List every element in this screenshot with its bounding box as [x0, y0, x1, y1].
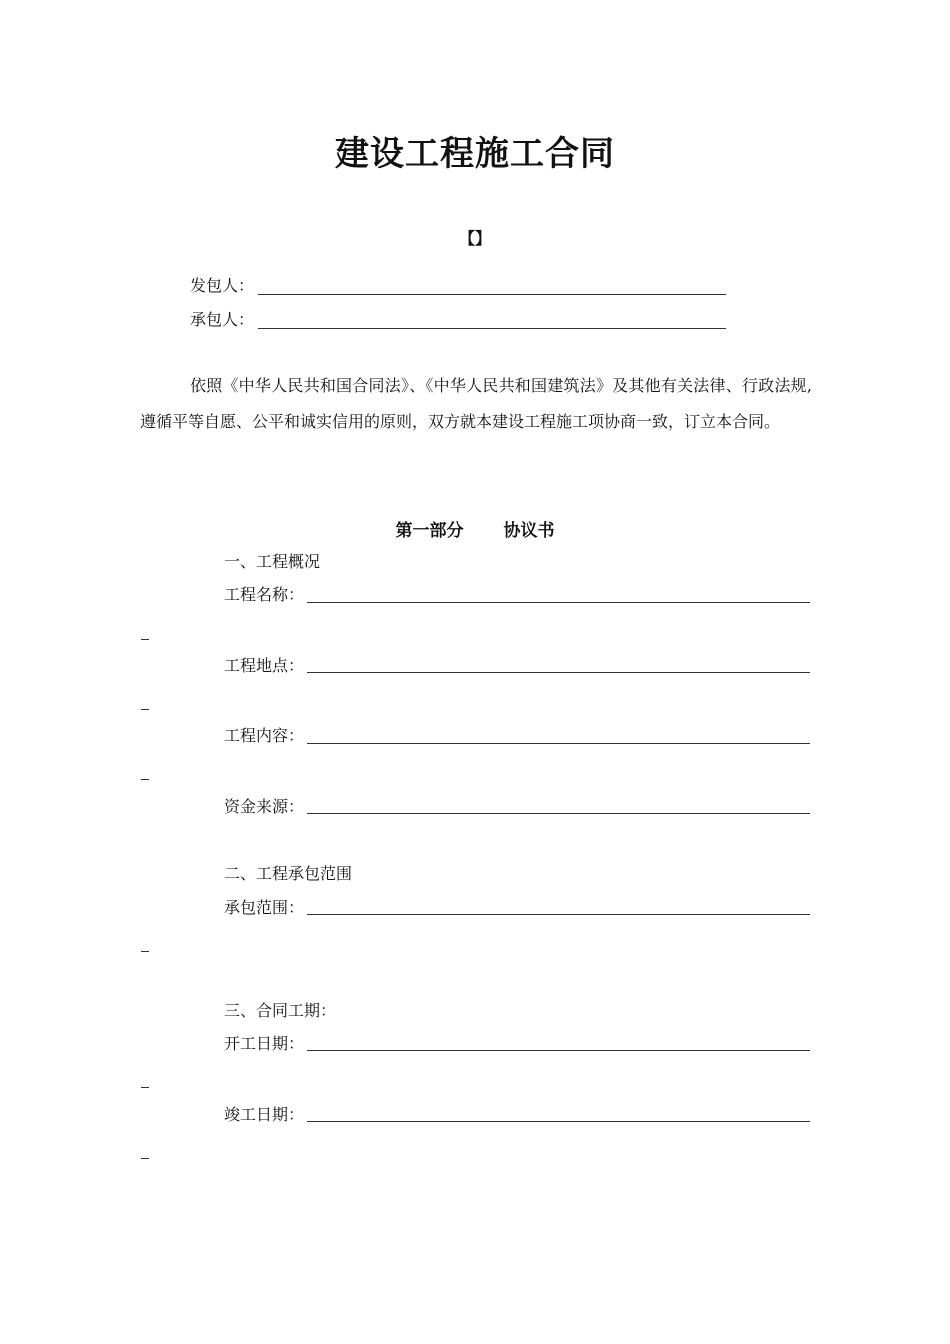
section-3-heading: 三、合同工期：	[224, 1001, 337, 1020]
employer-blank-line[interactable]	[258, 294, 726, 295]
completion-date-label: 竣工日期：	[224, 1105, 305, 1124]
project-name-blank-line[interactable]	[307, 602, 810, 603]
scope-label: 承包范围：	[224, 898, 305, 917]
project-location-line-continuation	[141, 709, 149, 710]
preamble-paragraph: 依照《中华人民共和国合同法》、《中华人民共和国建筑法》及其他有关法律、行政法规,遵循平等自愿、公平和诚实信用的原则，双方就本建设工程施工项协商一致，订立本合同。	[140, 376, 812, 431]
section-2-heading: 二、工程承包范围	[224, 864, 353, 883]
document-title: 建设工程施工合同	[335, 134, 615, 174]
project-content-label: 工程内容：	[224, 726, 305, 745]
start-date-label: 开工日期：	[224, 1034, 305, 1053]
scope-line-continuation	[141, 951, 149, 952]
part-one-number: 第一部分	[395, 521, 464, 541]
start-date-line-continuation	[141, 1087, 149, 1088]
part-one-name: 协议书	[503, 521, 555, 541]
contract-number-bracket: 【】	[458, 229, 491, 248]
project-name-label: 工程名称：	[224, 585, 305, 604]
scope-blank-line[interactable]	[307, 914, 810, 915]
employer-label: 发包人：	[190, 276, 255, 295]
funding-source-blank-line[interactable]	[307, 813, 810, 814]
section-1-heading: 一、工程概况	[224, 552, 321, 571]
project-location-label: 工程地点：	[224, 656, 305, 675]
project-name-line-continuation	[141, 639, 149, 640]
completion-date-line-continuation	[141, 1158, 149, 1159]
funding-source-label: 资金来源：	[224, 797, 305, 816]
start-date-blank-line[interactable]	[307, 1050, 810, 1051]
contractor-blank-line[interactable]	[258, 328, 726, 329]
completion-date-blank-line[interactable]	[307, 1121, 810, 1122]
project-content-line-continuation	[141, 779, 149, 780]
contractor-label: 承包人：	[190, 310, 255, 329]
project-location-blank-line[interactable]	[307, 672, 810, 673]
project-content-blank-line[interactable]	[307, 743, 810, 744]
part-one-heading	[0, 516, 950, 541]
